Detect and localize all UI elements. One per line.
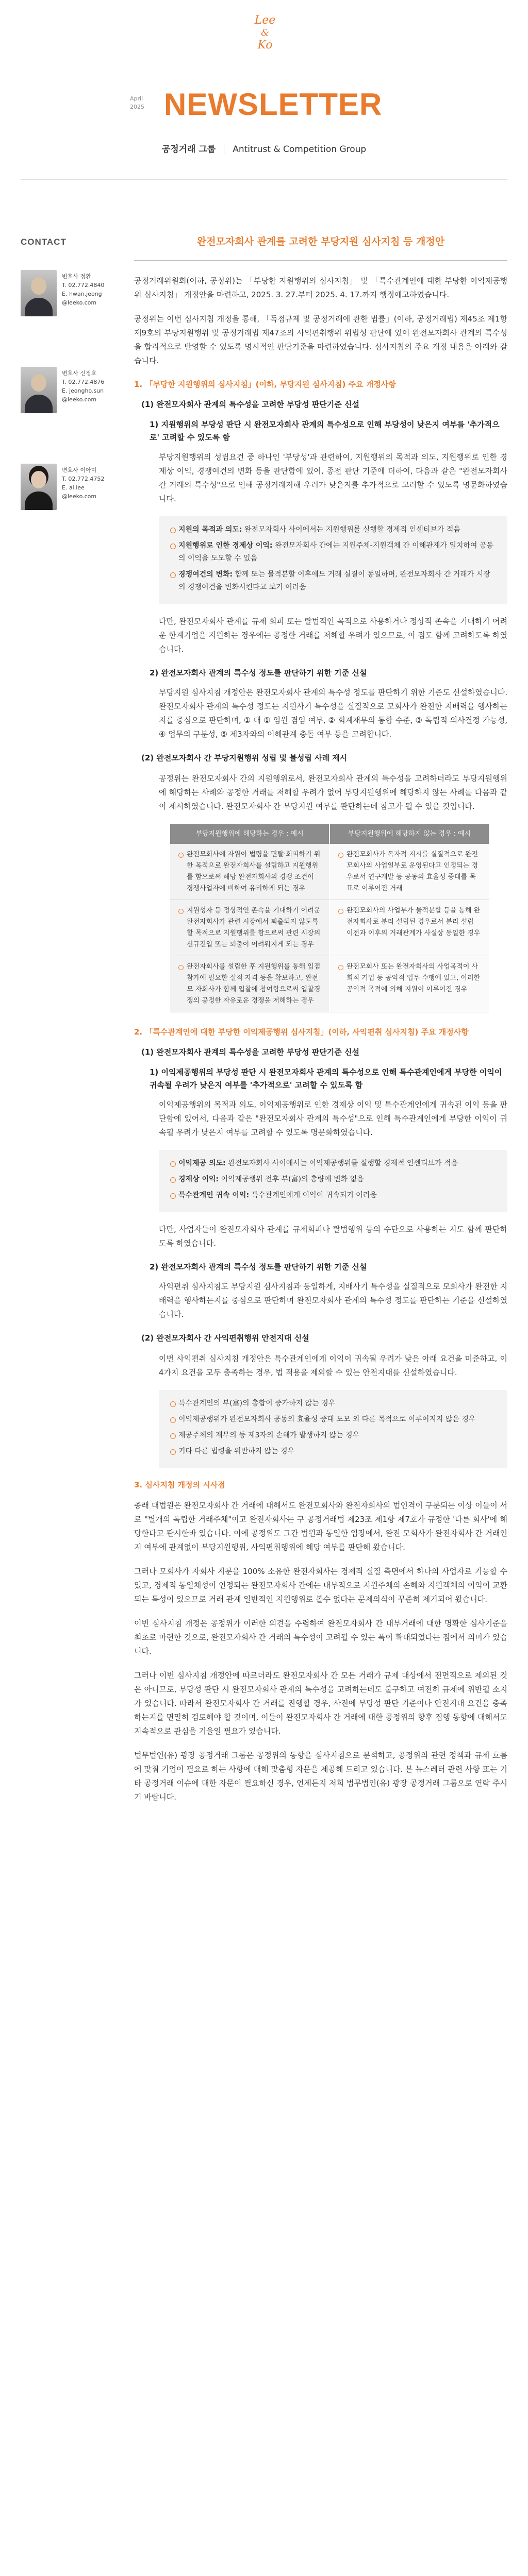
- section-heading: 2. 「특수관계인에 대한 부당한 이익제공행위 심사지침」(이하, 사익편취 심사지침) 주요 개정사항: [134, 1027, 469, 1037]
- article-title: 완전모자회사 관계를 고려한 부당지원 심사지침 등 개정안: [196, 236, 445, 247]
- group-en: Antitrust & Competition Group: [233, 144, 367, 155]
- summary-box: [159, 1390, 507, 1468]
- paragraph: 공정위는 완전모자회사 간의 지원행위로서, 완전모자회사 관계의 특수성을 고려하더라도 부당지원행위에 해당하는 사례와 공정한 거래를 저해할 우려가 없어 부당지원행위에 해당하지 않는 사례를 다음과 같이 제시하였습니다. 완전모자회사 간 부당지원 여부를 판단하는데 참고가 될 수 있을 것입니다.: [159, 774, 507, 811]
- contact-email-domain[interactable]: @leeko.com: [62, 299, 97, 307]
- subsection-heading: (1) 완전모자회사 관계의 특수성을 고려한 부당성 판단기준 신설: [141, 400, 359, 409]
- paragraph: 이익제공행위의 목적과 의도, 이익제공행위로 인한 경제상 이익 및 특수관계인에게 귀속된 이익 등을 판단함에 있어서, 다음과 같은 "완전모자회사 관계의 특수성"으로 인해 특수관계인에게 부당한 이익이 귀속될 우려가 낮은지 여부를 고려할 수 있도록 명문화하였습니다.: [159, 1100, 507, 1137]
- contact-column: [21, 234, 113, 561]
- paragraph: 그러나 이번 심사지침 개정안에 따르더라도 완전모자회사 간 모든 거래가 규제 대상에서 전면적으로 제외된 것은 아니므로, 부당성 판단 시 완전모자회사 관계의 특수성을 고려하는데도 불구하고 여전히 규제에 위반될 소지가 있습니다. 따라서 완전모자회사 간 거래를 진행할 경우, 사전에 부당성 판단 기준이나 안전지대 요건을 충족하는지를 면밀히 검토해야 할 것이며, 이들이 완전모자회사 간 거래에 대한 공정위의 향후 집행 동향에 대해서도 지속적으로 관심을 기울일 필요가 있습니다.: [134, 1671, 507, 1736]
- contact-email[interactable]: E. jeongho.sun: [62, 387, 104, 395]
- table-cell: 완전자회사를 설립한 후 지원행위를 통해 입점 참가에 필요한 실적 자격 등을 확보하고, 완전모 자회사가 함께 입찰에 참여함으로써 입찰경쟁의 공정한 자유로운 경쟁을 저해하는 경우: [178, 961, 321, 1007]
- paragraph: 다만, 사업자들이 완전모자회사 관계를 규제회피나 탈법행위 등의 수단으로 사용하는 지도 함께 판단하도록 하였습니다.: [159, 1225, 507, 1248]
- group-ko: 공정거래 그룹: [161, 144, 216, 155]
- comparison-table: [170, 824, 490, 1012]
- list-item: 이익제공 의도: 완전모자회사 사이에서는 이익제공행위를 실행할 경제적 인센티브가 적음: [169, 1157, 497, 1170]
- article: [134, 234, 507, 1815]
- list-item: 기타 다른 법령을 위반하지 않는 경우: [169, 1445, 497, 1458]
- subsection-heading: (2) 완전모자회사 간 사익편취행위 안전지대 신설: [141, 1333, 309, 1343]
- issue-date: [130, 95, 144, 111]
- subsection-heading: 1) 이익제공행위의 부당성 판단 시 완전모자회사 관계의 특수성으로 인해 특수관계인에게 부당한 이익이 귀속될 우려가 낮은지 여부를 '추가적으로' 고려할 수 있도록 함: [150, 1067, 502, 1090]
- table-row: [170, 900, 490, 956]
- subsection-heading: 2) 완전모자회사 관계의 특수성 정도를 판단하기 위한 기준 신설: [150, 1262, 367, 1272]
- table-cell: 완전모회사가 독자적 지시를 실질적으로 완전모회사의 사업일부로 운영된다고 인정되는 경우로서 연구개발 등 공동의 효율성 증대를 목표로 이루어진 거래: [338, 849, 481, 894]
- subsection-heading: (2) 완전모자회사 간 부당지원행위 성립 및 불성립 사례 제시: [141, 753, 348, 762]
- paragraph: 종래 대법원은 완전모자회사 간 거래에 대해서도 완전모회사와 완전자회사의 법인격이 구분되는 이상 이들이 서로 "별개의 독립한 거래주체"이고 완전자회사는 구 공정거래법 제23조 제1항 제7호가 규정한 '다른 회사'에 해당한다고 판시한바 있습니다. 이에 공정위도 그간 법원과 동일한 입장에서, 완전 모회사가 완전자회사 간 거래인지 여부에 관계없이 부당지원행위, 사익편취행위에 해당 여부를 판단해 왔습니다.: [134, 1501, 507, 1552]
- contact-tel: T. 02.772.4752: [62, 476, 105, 483]
- table-cell: 완전모회사에 자원이 법령을 면탈·회피하기 위한 목적으로 완전자회사를 설립하고 지원행위를 함으로써 해당 완전자회사의 경쟁 조건이 경쟁사업자에 비하여 유리하게 되는 경우: [178, 849, 321, 894]
- contact-tel: T. 02.772.4840: [62, 282, 105, 289]
- paragraph: 이번 심사지침 개정은 공정위가 이러한 의견을 수렴하여 완전모자회사 간 내부거래에 대한 명확한 심사기준을 최초로 마련한 것으로, 완전모자회사 간 거래의 특수성이 고려될 수 있는 폭이 확대되었다는 점에서 의미가 있습니다.: [134, 1619, 507, 1656]
- list-item: 지원행위로 인한 경제상 이익: 완전모자회사 간에는 지원주체-지원객체 간 이해관계가 일치하여 공동의 이익을 도모할 수 있음: [169, 539, 497, 565]
- paragraph: 사익편취 심사지침도 부당지원 심사지침과 동일하게, 지배사기 특수성을 실질적으로 모회사가 완전한 지배력을 행사하는지를 중심으로 판단하며 완전모자회사 관계의 특수성 정도를 판단하는 기준을 신설하였습니다.: [159, 1282, 507, 1319]
- paragraph: 부당지원행위의 성립요건 중 하나인 '부당성'과 관련하여, 지원행위의 목적과 의도, 지원행위로 인한 경제상 이익, 경쟁여건의 변화 등을 판단함에 있어, 종전 판단 기준에 더하여, 다음과 같은 "완전모자회사간 거래의 특수성"으로 인해 공정거래저해 우려가 낮은지를 추가적으로 고려할 수 있도록 명문화하였습니다.: [159, 452, 507, 503]
- contact-person: [21, 367, 113, 449]
- list-item: 특수관계인의 부(富)의 총합이 증가하지 않는 경우: [169, 1397, 497, 1410]
- divider: [134, 260, 507, 261]
- section-heading: 1. 「부당한 지원행위의 심사지침」(이하, 부당지원 심사지침) 주요 개정사항: [134, 380, 396, 389]
- newsletter-banner: [0, 88, 528, 124]
- avatar: [21, 367, 57, 413]
- contact-tel: T. 02.772.4876: [62, 379, 105, 386]
- subsection-heading: (1) 완전모자회사 관계의 특수성을 고려한 부당성 판단기준 신설: [141, 1047, 359, 1057]
- logo-top-text: Lee: [254, 14, 276, 27]
- avatar: [21, 270, 57, 316]
- contact-email[interactable]: E. hwan.jeong: [62, 291, 102, 298]
- contact-name: 변호사 정환: [62, 273, 91, 280]
- header: [0, 0, 528, 227]
- contact-email-domain[interactable]: @leeko.com: [62, 493, 97, 500]
- summary-box: [159, 516, 507, 604]
- table-row: [170, 844, 490, 900]
- contact-email-domain[interactable]: @leeko.com: [62, 396, 97, 403]
- logo-amp-text: &: [260, 27, 270, 38]
- table-header: 부당지원행위에 해당하지 않는 경우 : 예시: [330, 824, 490, 844]
- lee-ko-logo[interactable]: [251, 14, 279, 52]
- list-item: 지원의 목적과 의도: 완전모자회사 사이에서는 지원행위를 실행할 경제적 인센티브가 적음: [169, 523, 497, 536]
- paragraph: 부당지원 심사지침 개정안은 완전모자회사 관계의 특수성 정도를 판단하기 위한 기준도 신설하였습니다. 완전모자회사 관계의 특수성 정도는 지원사기 특수성을 실질적으로 모회사가 완전한 지배력을 행사하는지를 중심으로 판단하며, ① 대 ① 임원 겸임 여부, ② 회계재무의 통합 수준, ③ 독립적 의사결정 가능성, ④ 업무의 구분성, ⑤ 제3자와의 이해관계 충돌 여부 등을 고려합니다.: [159, 688, 507, 739]
- paragraph: 공정위는 이번 심사지침 개정을 통해, 「독점규제 및 공정거래에 관한 법률」(이하, 공정거래법) 제45조 제1항 제9호의 부당지원행위 및 공정거래법 제47조의 사익편취행위 위법성 판단에 있어 완전모자회사 관계의 특수성을 합리적으로 반영할 수 있도록 명시적인 판단기준을 마련하였습니다. 심사지침의 주요 개정 내용은 아래와 같습니다.: [134, 314, 507, 365]
- issue-month: April: [130, 95, 143, 102]
- paragraph: 다만, 완전모자회사 관계를 규제 회피 또는 탈법적인 목적으로 사용하거나 정상적 존속을 기대하기 어려운 한계기업을 지원하는 경우에는 공정한 거래를 저해할 우려가 있으므로, 이 점도 함께 고려하도록 하였습니다.: [159, 617, 507, 654]
- logo-bottom-text: Ko: [257, 39, 273, 52]
- newsletter-title: NEWSLETTER: [164, 87, 383, 122]
- table-cell: 완전모회사의 사업부가 물적분할 등을 통해 완전자회사로 분리 설립된 경우로서 분리 설립 이전과 이후의 거래관계가 사실상 동일한 경우: [338, 905, 481, 939]
- summary-box: [159, 1150, 507, 1212]
- paragraph: 공정거래위원회(이하, 공정위)는 「부당한 지원행위의 심사지침」 및 「특수관계인에 대한 부당한 이익제공행위 심사지침」 개정안을 마련하고, 2025. 3. 27.부터 2025. 4. 17.까지 행정예고하였습니다.: [134, 276, 507, 299]
- table-header: 부당지원행위에 해당하는 경우 : 예시: [170, 824, 330, 844]
- table-row: [170, 956, 490, 1012]
- divider: [21, 179, 507, 180]
- avatar: [21, 464, 57, 510]
- list-item: 경제상 이익: 이익제공행위 전후 부(富)의 총량에 변화 없음: [169, 1173, 497, 1186]
- group-name: [0, 142, 528, 157]
- list-item: 제공주체의 재무의 등 제3자의 손해가 발생하지 않는 경우: [169, 1429, 497, 1442]
- subsection-heading: 2) 완전모자회사 관계의 특수성 정도를 판단하기 위한 기준 신설: [150, 668, 367, 677]
- contact-person: [21, 270, 113, 352]
- paragraph: 그러나 모회사가 자회사 지분을 100% 소유한 완전자회사는 경제적 실질 측면에서 하나의 사업자로 기능할 수 있고, 경제적 동일체성이 인정되는 완전모자회사 간에는 내부적으로 지원주체의 손해와 지원객체의 이익이 교환되는 특성이 있으므로 거래 관계 일반적인 지원행위로 볼수 없다는 문제의식이 꾸준히 제기되어 왔습니다.: [134, 1567, 507, 1604]
- section-heading: 3. 심사지침 개정의 시사점: [134, 1480, 225, 1489]
- subsection-heading: 1) 지원행위의 부당성 판단 시 완전모자회사 관계의 특수성으로 인해 부당성이 낮은지 여부를 '추가적으로' 고려할 수 있도록 함: [150, 420, 500, 442]
- contact-person: [21, 464, 113, 546]
- contact-name: 변호사 이아미: [62, 467, 97, 474]
- list-item: 이익제공행위가 완전모자회사 공동의 효율성 증대 도모 외 다른 목적으로 이루어지지 않은 경우: [169, 1413, 497, 1426]
- paragraph: 이번 사익편취 심사지침 개정안은 특수관계인에게 이익이 귀속될 우려가 낮은 아래 요건을 미준하고, 이 4가지 요건을 모두 충족하는 경우, 법 적용을 제외할 수 있는 안전지대를 신설하였습니다.: [159, 1354, 507, 1377]
- list-item: 경쟁여건의 변화: 함께 또는 물적분할 이후에도 거래 실질이 동일하며, 완전모자회사 간 거래가 시장의 경쟁여건을 변화시킨다고 보기 어려움: [169, 568, 497, 594]
- contact-title: CONTACT: [21, 237, 67, 247]
- contact-name: 변호사 신정호: [62, 370, 97, 377]
- issue-year: 2025: [130, 104, 144, 110]
- table-cell: 지원성자 등 정상적인 존속을 기대하기 어려운 완전자회사가 관련 시장에서 퇴출되지 않도록 할 목적으로 지원행위를 함으로써 관련 시장의 신규진입 또는 퇴출이 어려워지게 되는 경우: [178, 905, 321, 951]
- paragraph: 법무법인(유) 광장 공정거래 그룹은 공정위의 동향을 심사지침으로 분석하고, 공정위의 관련 정책과 규제 흐름에 맞춰 기업이 필요로 하는 사항에 대해 맞춤형 자문을 제공해 드리고 있습니다. 본 뉴스레터 관련 사항 또는 기타 공정거래 이슈에 대한 자문이 필요하신 경우, 언제든지 저희 법무법인(유) 광장 공정거래 그룹으로 연락 주시기 바랍니다.: [134, 1751, 507, 1802]
- contact-email[interactable]: E. ai.lee: [62, 484, 85, 492]
- list-item: 특수관계인 귀속 이익: 특수관계인에게 이익이 귀속되기 어려움: [169, 1189, 497, 1202]
- table-cell: 완전모회사 또는 완전자회사의 사업목적이 사회적 기업 등 공익적 업무 수행에 있고, 이러한 공익적 목적에 의해 지원이 이루어진 경우: [338, 961, 481, 995]
